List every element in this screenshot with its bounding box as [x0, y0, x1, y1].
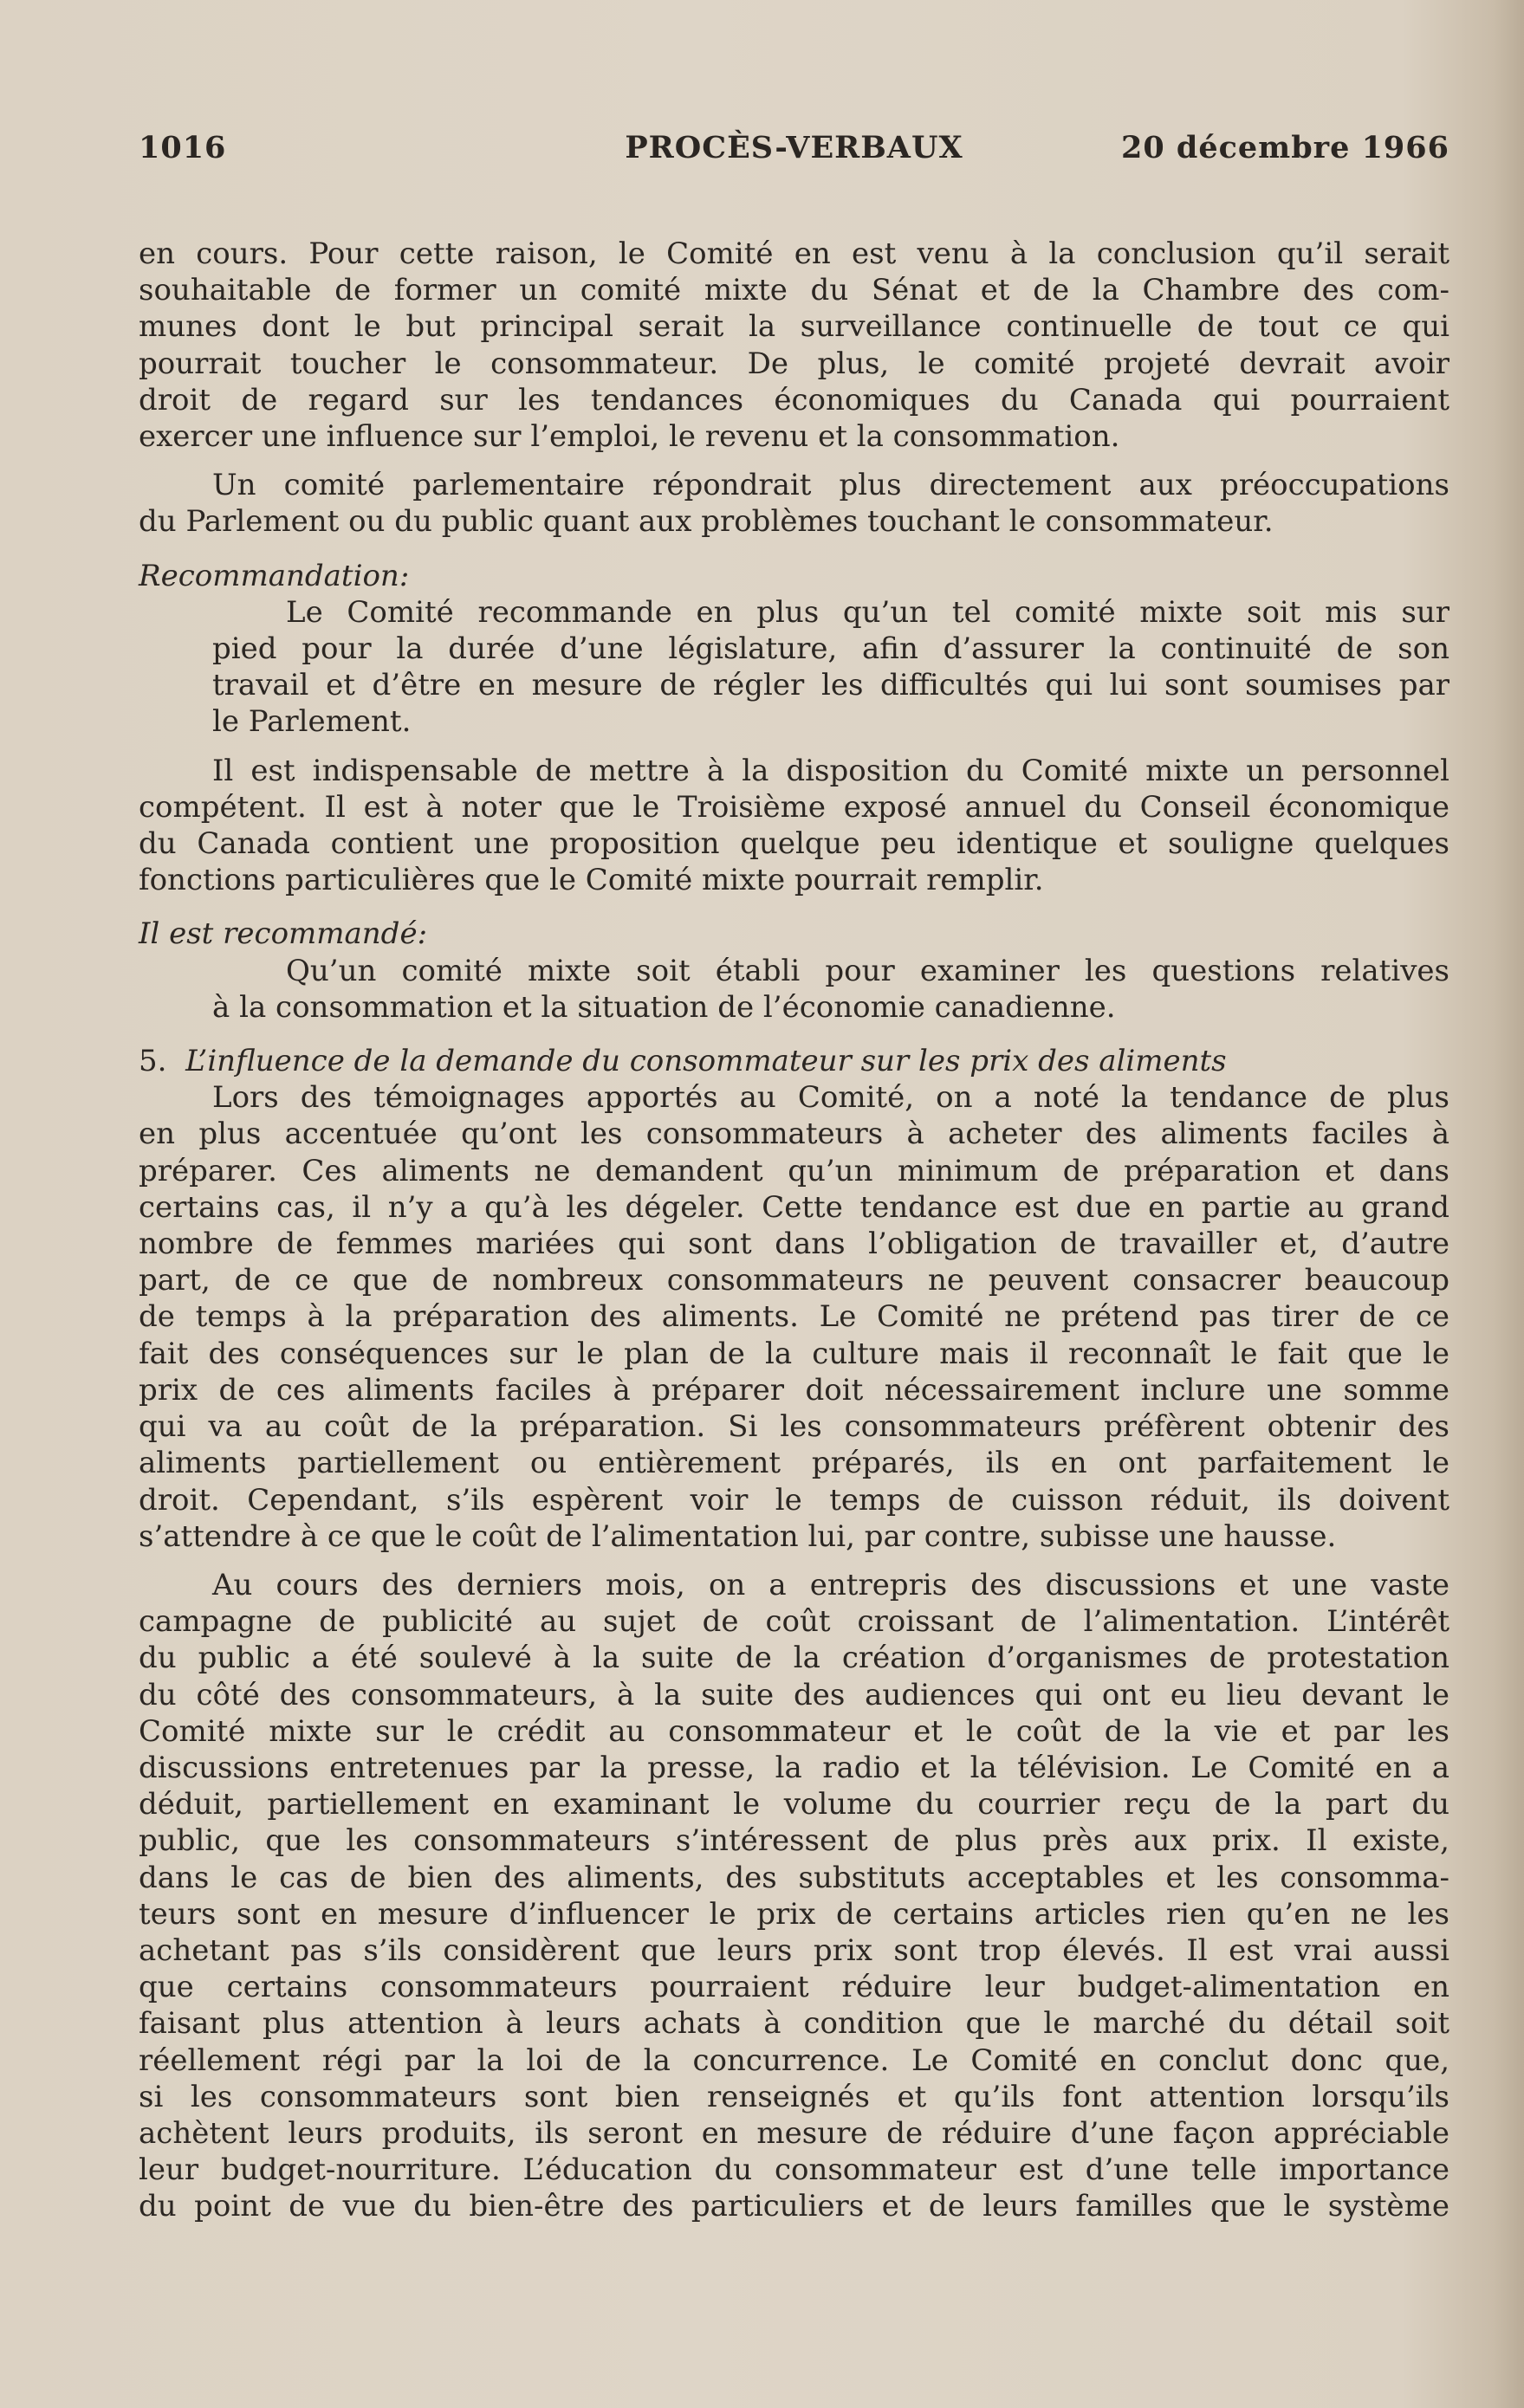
text-line: aliments partiellement ou entièrement préparés, ils en ont parfaitement le	[139, 1446, 1449, 1481]
text-line: Comité mixte sur le crédit au consommateur et le coût de la vie et par les	[139, 1713, 1449, 1749]
text-line: du point de vue du bien-être des particuliers et de leurs familles que le système	[139, 2189, 1449, 2224]
text-line: Il est indispensable de mettre à la disposition du Comité mixte un personnel	[212, 753, 1449, 788]
text-line: certains cas, il n’y a qu’à les dégeler. Cette tendance est due en partie au grand	[139, 1189, 1449, 1225]
paragraph-continuation	[139, 236, 1449, 455]
paragraph	[139, 753, 1449, 899]
page-number: 1016	[139, 130, 227, 165]
text-line: campagne de publicité au sujet de coût croissant de l’alimentation. L’intérêt	[139, 1604, 1449, 1640]
text-line: de temps à la préparation des aliments. Le Comité ne prétend pas tirer de ce	[139, 1299, 1449, 1335]
section-number: 5.	[139, 1044, 167, 1079]
paragraph	[139, 467, 1449, 540]
text-line: du côté des consommateurs, à la suite des audiences qui ont eu lieu devant le	[139, 1677, 1449, 1712]
text-line: dans le cas de bien des aliments, des substituts acceptables et les consomma-	[139, 1860, 1449, 1895]
text-line: part, de ce que de nombreux consommateurs ne peuvent consacrer beaucoup	[139, 1263, 1449, 1298]
text-line: discussions entretenues par la presse, la radio et la télévision. Le Comité en a	[139, 1750, 1449, 1785]
text-line: à la consommation et la situation de l’économie canadienne.	[212, 989, 1116, 1025]
section-heading	[139, 1043, 1449, 1079]
text-line: fonctions particulières que le Comité mixte pourrait remplir.	[139, 863, 1044, 898]
text-line: pourrait toucher le consommateur. De plus, le comité projeté devrait avoir	[139, 346, 1449, 381]
text-line: Un comité parlementaire répondrait plus directement aux préoccupations	[212, 468, 1449, 503]
text-line: munes dont le but principal serait la surveillance continuelle de tout ce qui	[139, 309, 1449, 345]
text-line: achètent leurs produits, ils seront en mesure de réduire d’une façon appréciable	[139, 2115, 1449, 2151]
running-header	[139, 130, 1449, 170]
text-line: si les consommateurs sont bien renseignés et qu’ils font attention lorsqu’ils	[139, 2079, 1449, 2114]
text-line: prix de ces aliments faciles à préparer doit nécessairement inclure une somme	[139, 1372, 1449, 1408]
text-line: droit. Cependant, s’ils espèrent voir le temps de cuisson réduit, ils doivent	[139, 1482, 1449, 1518]
text-line: exercer une influence sur l’emploi, le revenu et la consommation.	[139, 419, 1120, 455]
header-title: PROCÈS-VERBAUX	[625, 130, 963, 165]
text-line: Le Comité recommande en plus qu’un tel comité mixte soit mis sur	[286, 594, 1449, 630]
text-line: faisant plus attention à leurs achats à condition que le marché du détail soit	[139, 2006, 1449, 2042]
recommendation-paragraph	[139, 594, 1449, 741]
text-line: du public a été soulevé à la suite de la création d’organismes de protestation	[139, 1641, 1449, 1676]
text-line: préparer. Ces aliments ne demandent qu’un minimum de préparation et dans	[139, 1153, 1449, 1188]
text-line: Qu’un comité mixte soit établi pour examiner les questions relatives	[286, 953, 1449, 988]
text-line: pied pour la durée d’une législature, afin d’assurer la continuité de son	[212, 631, 1449, 667]
paragraph	[139, 1567, 1449, 2225]
text-line: que certains consommateurs pourraient réduire leur budget-alimentation en	[139, 1970, 1449, 2005]
text-line: souhaitable de former un comité mixte du Sénat et de la Chambre des com-	[139, 273, 1449, 308]
text-line: s’attendre à ce que le coût de l’alimentation lui, par contre, subisse une hausse.	[139, 1518, 1337, 1554]
text-line: compétent. Il est à noter que le Troisième exposé annuel du Conseil économique	[139, 789, 1449, 825]
text-line: en cours. Pour cette raison, le Comité en est venu à la conclusion qu’il serait	[139, 236, 1449, 271]
text-line: du Parlement ou du public quant aux problèmes touchant le consommateur.	[139, 504, 1274, 540]
paragraph	[139, 1079, 1449, 1555]
text-line: public, que les consommateurs s’intéressent de plus près aux prix. Il existe,	[139, 1823, 1449, 1859]
text-line: qui va au coût de la préparation. Si les consommateurs préfèrent obtenir des	[139, 1409, 1449, 1445]
text-line: Au cours des derniers mois, on a entrepris des discussions et une vaste	[212, 1567, 1449, 1602]
text-line: achetant pas s’ils considèrent que leurs prix sont trop élevés. Il est vrai aussi	[139, 1932, 1449, 1968]
section-title: L’influence de la demande du consommateur sur les prix des aliments	[185, 1044, 1227, 1079]
text-line: déduit, partiellement en examinant le volume du courrier reçu de la part du	[139, 1787, 1449, 1822]
recommendation-paragraph	[139, 953, 1449, 1026]
text-line: travail et d’être en mesure de régler les difficultés qui lui sont soumises par	[212, 668, 1449, 703]
recommendation-heading: Il est recommandé:	[139, 916, 428, 952]
document-body	[139, 236, 1449, 2225]
text-line: Lors des témoignages apportés au Comité, on a noté la tendance de plus	[212, 1080, 1449, 1116]
text-line: réellement régi par la loi de la concurrence. Le Comité en conclut donc que,	[139, 2042, 1449, 2078]
text-line: leur budget-nourriture. L’éducation du consommateur est d’une telle importance	[139, 2152, 1449, 2188]
text-line: nombre de femmes mariées qui sont dans l’obligation de travailler et, d’autre	[139, 1227, 1449, 1262]
header-date: 20 décembre 1966	[1120, 130, 1449, 165]
text-line: fait des conséquences sur le plan de la culture mais il reconnaît le fait que le	[139, 1336, 1449, 1371]
text-line: le Parlement.	[212, 704, 412, 740]
text-line: en plus accentuée qu’ont les consommateurs à acheter des aliments faciles à	[139, 1117, 1449, 1152]
text-line: droit de regard sur les tendances économiques du Canada qui pourraient	[139, 382, 1449, 418]
text-line: teurs sont en mesure d’influencer le prix de certains articles rien qu’en ne les	[139, 1896, 1449, 1932]
text-line: du Canada contient une proposition quelque peu identique et souligne quelques	[139, 826, 1449, 862]
recommendation-heading: Recommandation:	[139, 558, 410, 593]
